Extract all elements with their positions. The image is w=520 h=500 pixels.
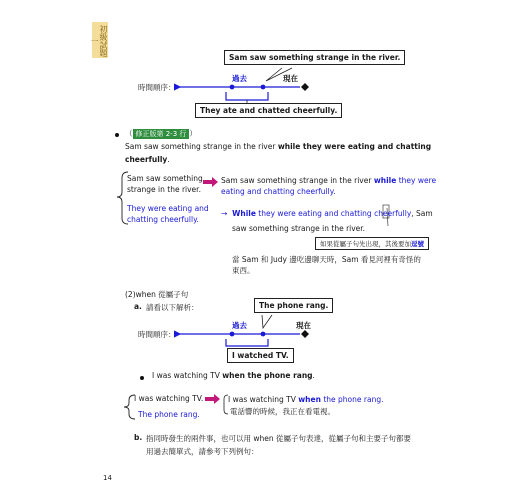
revision-tag (125, 128, 197, 139)
section2-heading: (2)when 從屬子句 (125, 290, 189, 299)
combined-main: Sam saw something strange in the river (221, 176, 374, 185)
translation-1-line2: 東西。 (232, 266, 255, 275)
brace1-blue-1: They were eating and (127, 204, 209, 213)
translation-2: 電話響的時候，我正在看電視。 (230, 407, 335, 416)
sentence2-period: . (312, 371, 315, 380)
brace1-black-2: strange in the river. (127, 185, 201, 194)
timeline-1-bracket (226, 92, 268, 100)
timeline-2-now-diamond (301, 330, 309, 338)
timeline-label-2: 時間順序： (138, 330, 176, 339)
magenta-arrow-1 (203, 177, 218, 187)
diagram2-bottom-box: I watched TV. (227, 348, 294, 363)
while-word-front: While (232, 209, 256, 218)
bullet (140, 376, 144, 380)
combined-sentence-1-cont: eating and chatting cheerfully. (221, 187, 336, 196)
combined3-sub: the phone rang. (320, 395, 384, 404)
combined-sub: they were (396, 176, 437, 185)
example-sentence-1-cont (125, 155, 170, 164)
note-comma-word: 逗號 (411, 240, 424, 248)
sentence2-when-clause: when the phone rang (222, 371, 313, 380)
diagram2-now-label: 現在 (296, 321, 311, 330)
chapter-side-tab: 初級試題一 (92, 22, 108, 58)
section-b-label: b. (134, 433, 143, 442)
brace2-blue-1: The phone rang. (138, 410, 200, 419)
brace1-black-1: Sam saw something (127, 174, 203, 183)
sentence2-main: I was watching TV (152, 371, 223, 380)
brace1-blue-2: chatting cheerfully. (127, 215, 199, 224)
diagram1-top-box: Sam saw something strange in the river. (224, 50, 405, 65)
brace2-black-1: I was watching TV. (134, 394, 204, 403)
revision-tag-open: （ (125, 129, 133, 138)
magenta-arrow-2 (205, 394, 220, 404)
section2-a-text: 請看以下解析： (146, 303, 199, 312)
revision-tag-close: ） (189, 129, 197, 138)
bullet (115, 133, 119, 137)
combined-sentence-1 (221, 176, 436, 185)
timeline-2-callout-pointer (262, 315, 272, 328)
timeline-1-dot-left (230, 85, 235, 90)
combined-sentence-3 (228, 395, 383, 404)
comma-note (315, 237, 429, 250)
sentence1-while-clause: while they were eating and chatting (277, 142, 432, 151)
timeline-2-bracket (226, 339, 268, 346)
diagram1-bottom-box: They ate and chatted cheerfully. (195, 103, 342, 118)
diagram2-past-label: 過去 (232, 321, 247, 330)
note-text: 如果從屬子句先出現，其後要加 (320, 240, 411, 248)
combined-sentence-2 (221, 209, 433, 218)
sentence1-main: Sam saw something strange in the river (125, 142, 278, 151)
combined2-sub: they were eating and chatting cheerfully (255, 209, 412, 218)
page-number: 14 (103, 474, 112, 482)
timeline-1-dot-right (261, 85, 266, 90)
section2-a-label: a. (134, 302, 142, 311)
example-sentence-2 (152, 371, 315, 380)
while-word: while (373, 176, 397, 185)
combined-sentence-2-cont: saw something strange in the river. (232, 224, 366, 233)
comma: , (411, 209, 414, 218)
timeline-2-dot-left (230, 332, 235, 337)
combined3-main: I was watching TV (228, 395, 299, 404)
sentence1-period: . (167, 155, 170, 164)
combined2-subject: Sam (413, 209, 433, 218)
section-b-line1: 指同時發生的兩件事，也可以用 when 從屬子句表達，從屬子句和主要子句都要 (146, 434, 412, 443)
timeline-label-1: 時間順序： (138, 83, 176, 92)
timeline-1-now-diamond (301, 83, 309, 91)
translation-1-line1: 當 Sam 和 Judy 邊吃邊聊天時，Sam 看見河裡有奇怪的 (232, 255, 421, 264)
diagram2-top-box: The phone rang. (254, 298, 333, 313)
revision-tag-label: 修正版第 2-3 行 (133, 129, 190, 139)
timeline-2-dot-right (261, 332, 266, 337)
diagram1-now-label: 現在 (283, 74, 298, 83)
sentence1-while-clause-end: cheerfully (125, 155, 168, 164)
example-sentence-1 (125, 142, 431, 151)
arrow-icon: → (221, 209, 228, 218)
section-b-line2: 用過去簡單式，請參考下列例句： (146, 447, 259, 456)
diagram1-past-label: 過去 (232, 74, 247, 83)
when-word: when (298, 395, 321, 404)
